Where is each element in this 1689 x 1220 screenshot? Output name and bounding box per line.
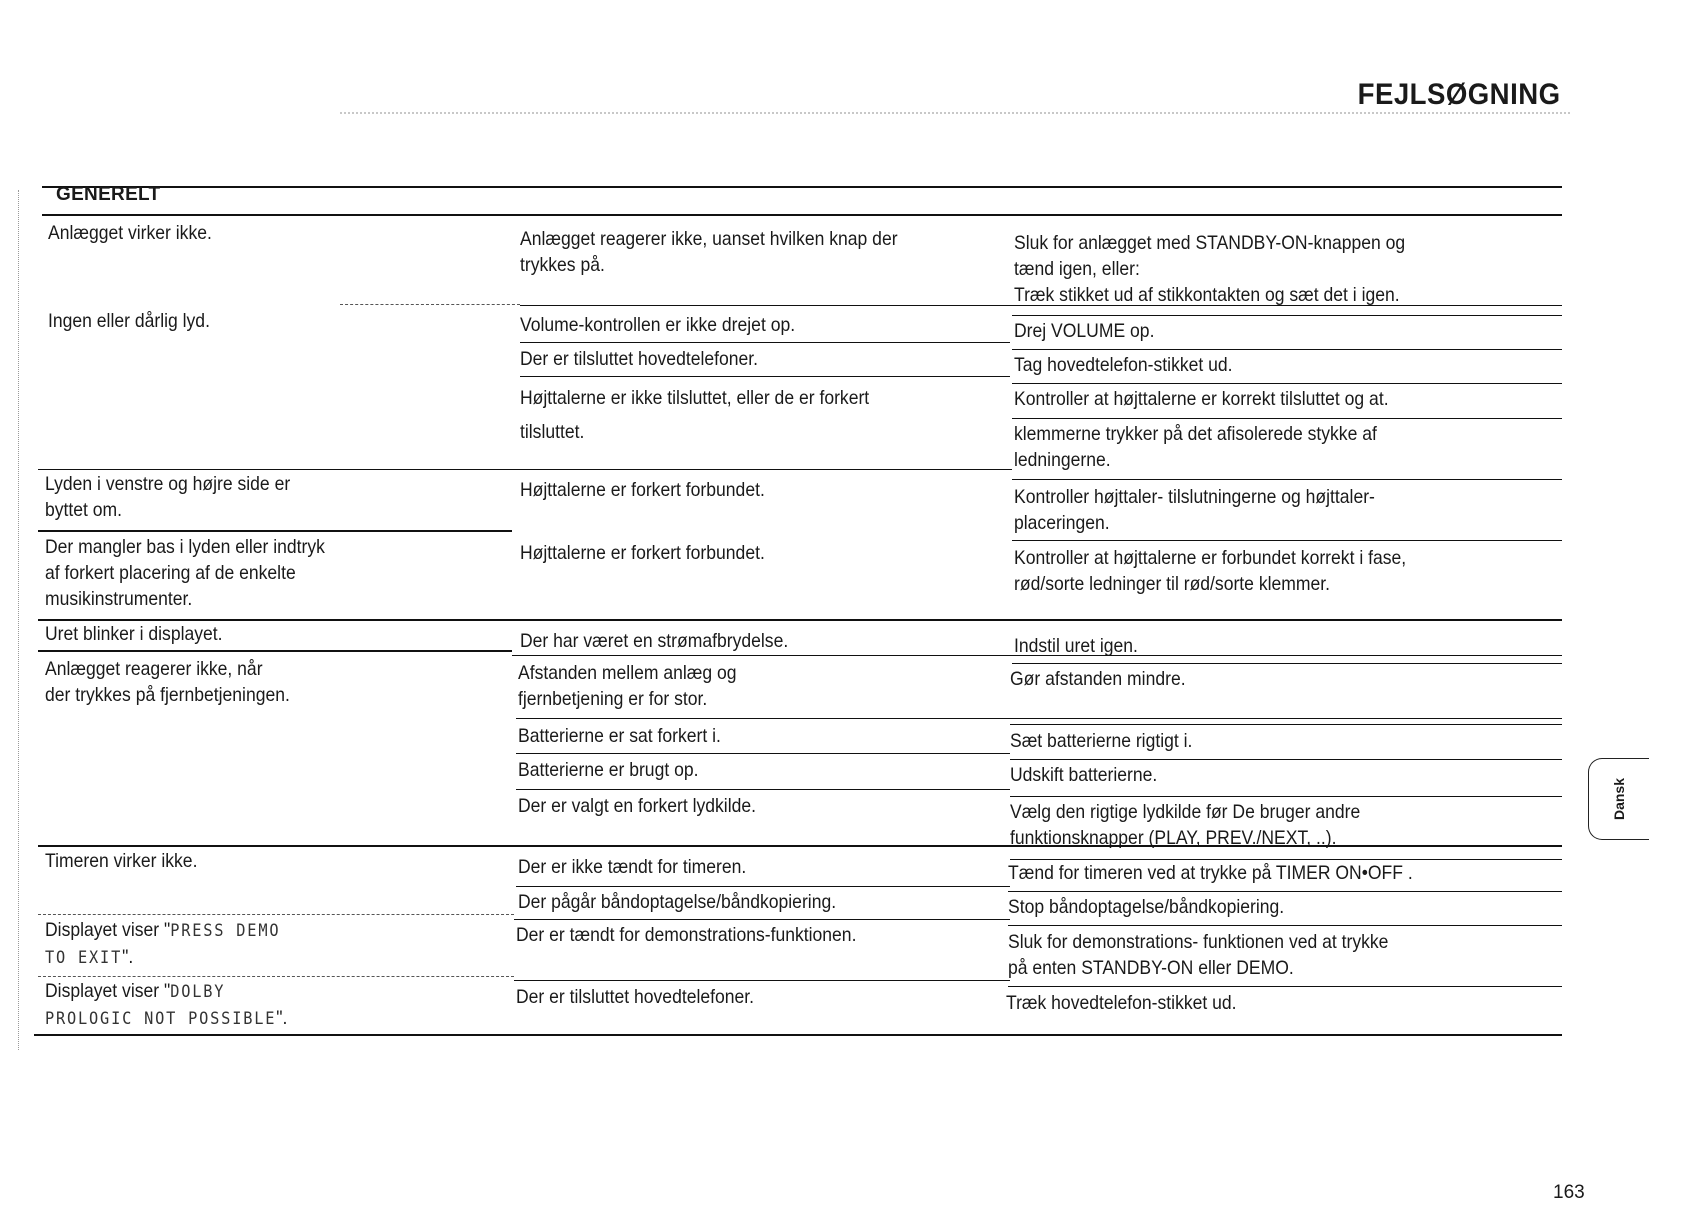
cause-cell: Volume-kontrollen er ikke drejet op.: [520, 314, 796, 336]
remedy-cell: Vælg den rigtige lydkilde før De bruger andre funktionsknapper (PLAY, PREV./NEXT, ..).: [1010, 801, 1361, 849]
problem-timeren: Timeren virker ikke.: [45, 850, 198, 872]
cause-cell: Batterierne er sat forkert i.: [518, 725, 721, 747]
row-divider: [38, 650, 512, 652]
problem-ingen-lyd: Ingen eller dårlig lyd.: [48, 310, 210, 332]
row-divider: [1012, 418, 1562, 419]
section-top-rule: [42, 186, 1562, 188]
problem-lyd-byttet-om: Lyden i venstre og højre side er byttet om.: [45, 473, 291, 521]
row-divider: [520, 342, 1010, 343]
cause-cell: Der er valgt en forkert lydkilde.: [518, 795, 757, 817]
remedy-cell: Drej VOLUME op.: [1014, 320, 1155, 342]
cause-cell: Der er tændt for demonstrations-funktionen.: [516, 924, 857, 946]
remedy-cell: Udskift batterierne.: [1010, 764, 1158, 786]
row-divider: [1010, 724, 1562, 725]
row-divider: [1012, 479, 1562, 480]
row-divider: [512, 655, 1562, 656]
cause-cell: Højttalerne er forkert forbundet.: [520, 542, 765, 564]
remedy-cell: Gør afstanden mindre.: [1010, 668, 1186, 690]
page-title: FEJLSØGNING: [1358, 78, 1561, 111]
page-number: 163: [1553, 1182, 1585, 1203]
remedy-cell: Kontroller at højttalerne er forbundet korrekt i fase, rød/sorte ledninger til rød/sorte klemmer.: [1014, 547, 1407, 595]
row-divider: [514, 980, 1010, 981]
row-divider: [516, 718, 1562, 719]
remedy-cell: Tag hovedtelefon-stikket ud.: [1014, 354, 1233, 376]
table-bottom-rule: [34, 1034, 1562, 1036]
remedy-cell: Kontroller højttaler- tilslutningerne og højttaler- placeringen.: [1014, 486, 1375, 534]
cause-cell: Der er tilsluttet hovedtelefoner.: [520, 348, 759, 370]
row-divider: [1008, 891, 1562, 892]
cause-cell: Der har været en strømafbrydelse.: [520, 630, 789, 652]
cause-cell: Højttalerne er forkert forbundet.: [520, 479, 765, 501]
problem-fjernbetjening: Anlægget reagerer ikke, når der trykkes på fjernbetjeningen.: [45, 658, 290, 706]
row-divider: [1010, 759, 1562, 760]
problem-uret-blinker: Uret blinker i displayet.: [45, 623, 223, 645]
row-divider: [38, 619, 1562, 621]
cause-cell: Batterierne er brugt op.: [518, 759, 699, 781]
remedy-cell: klemmerne trykker på det afisolerede stykke af ledningerne.: [1014, 423, 1377, 471]
cause-cell: Højttalerne er ikke tilsluttet, eller de er forkert tilsluttet.: [520, 387, 870, 443]
problem-dolby-prologic: Displayet viser "DOLBY PROLOGIC NOT POSSIBLE".: [45, 980, 288, 1029]
row-divider: [1008, 986, 1562, 987]
row-divider: [1012, 315, 1562, 316]
scan-edge: [18, 190, 19, 1050]
remedy-cell: Sæt batterierne rigtigt i.: [1010, 730, 1193, 752]
row-divider: [516, 886, 1010, 887]
row-divider: [520, 305, 1562, 306]
remedy-cell: Træk hovedtelefon-stikket ud.: [1006, 992, 1237, 1014]
language-tab: [1588, 758, 1649, 840]
cause-cell: Afstanden mellem anlæg og fjernbetjening er for stor.: [518, 662, 737, 710]
row-divider: [516, 789, 1010, 790]
problem-anlaegget-virker-ikke: Anlægget virker ikke.: [48, 222, 212, 244]
row-divider: [38, 469, 1012, 470]
row-divider: [520, 376, 1010, 377]
remedy-cell: Tænd for timeren ved at trykke på TIMER ON•OFF .: [1008, 862, 1413, 884]
row-divider: [1012, 349, 1562, 350]
row-divider: [1008, 925, 1562, 926]
remedy-cell: Stop båndoptagelse/båndkopiering.: [1008, 896, 1285, 918]
row-divider: [1010, 796, 1562, 797]
row-divider: [38, 530, 512, 532]
row-divider: [516, 753, 1010, 754]
row-divider: [38, 976, 514, 977]
cause-cell: Der er ikke tændt for timeren.: [518, 856, 747, 878]
remedy-cell: Sluk for demonstrations- funktionen ved at trykke på enten STANDBY-ON eller DEMO.: [1008, 931, 1389, 979]
row-divider: [340, 304, 520, 305]
scan-artifact: [340, 112, 1570, 116]
section-header-rule: [42, 214, 1562, 216]
row-divider: [514, 919, 1010, 920]
cause-cell: Anlægget reagerer ikke, uanset hvilken knap der trykkes på.: [520, 228, 898, 276]
remedy-cell: Sluk for anlægget med STANDBY-ON-knappen og tænd igen, eller: Træk stikket ud af stikkontakten og sæt det i igen.: [1014, 232, 1406, 306]
cause-cell: Der er tilsluttet hovedtelefoner.: [516, 986, 755, 1008]
row-divider: [1012, 540, 1562, 541]
section-title: GENERELT: [56, 184, 161, 205]
language-tab-label: Dansk: [1611, 777, 1627, 821]
remedy-cell: Kontroller at højttalerne er korrekt tilsluttet og at.: [1014, 388, 1389, 410]
row-divider: [1012, 383, 1562, 384]
remedy-cell: Indstil uret igen.: [1014, 635, 1138, 657]
row-divider: [38, 914, 514, 915]
problem-mangler-bas: Der mangler bas i lyden eller indtryk af forkert placering af de enkelte musikinstrumenter.: [45, 536, 325, 610]
row-divider: [38, 845, 1562, 847]
problem-press-demo: Displayet viser "PRESS DEMO TO EXIT".: [45, 919, 281, 968]
row-divider: [1012, 663, 1562, 664]
cause-cell: Der pågår båndoptagelse/båndkopiering.: [518, 891, 837, 913]
